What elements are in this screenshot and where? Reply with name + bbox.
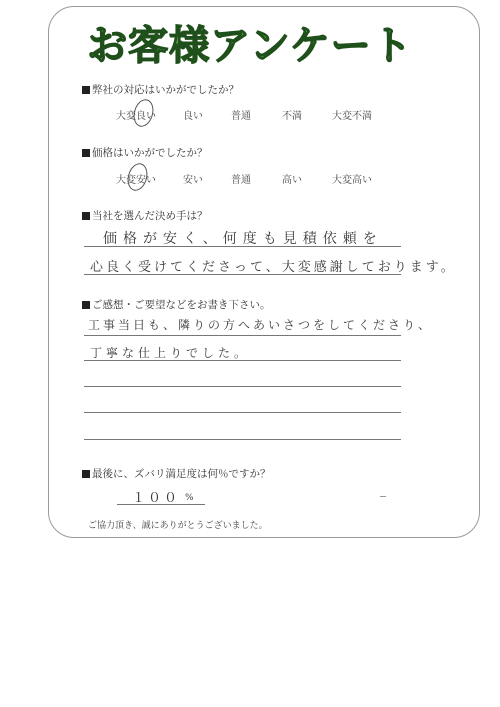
square-bullet-icon [82, 470, 90, 478]
question-3-text: 当社を選んだ決め手は？ [92, 210, 208, 222]
question-1 [82, 82, 239, 97]
handwritten-satisfaction-value: １００ [132, 491, 181, 506]
answer-line [84, 246, 401, 247]
stray-mark [380, 496, 386, 497]
square-bullet-icon [82, 301, 90, 309]
square-bullet-icon [82, 149, 90, 157]
option-very-dissatisfied: 大変不満 [332, 111, 372, 122]
handwritten-answer-3-line-2: 心良く受けてくださって、大変感謝しております。 [90, 260, 457, 275]
handwritten-answer-4-line-2: 丁寧な仕上りでした。 [90, 346, 251, 360]
handwritten-answer-4-line-1: 工事当日も、隣りの方へあいさつをしてくださり、 [88, 318, 434, 332]
answer-line [117, 504, 205, 505]
question-2-text: 価格はいかがでしたか？ [92, 147, 208, 159]
square-bullet-icon [82, 86, 90, 94]
answer-line [84, 412, 401, 413]
percent-unit: % [185, 493, 194, 503]
answer-line [84, 335, 401, 336]
option-cheap: 安い [183, 175, 203, 186]
question-4-text: ご感想・ご要望などをお書き下さい。 [92, 299, 271, 311]
option-normal: 普通 [231, 175, 251, 186]
answer-line [84, 439, 401, 440]
question-3 [82, 208, 208, 223]
option-good: 良い [183, 111, 203, 122]
question-4 [82, 297, 271, 312]
question-5-text: 最後に、ズバリ満足度は何％ですか？ [92, 468, 271, 480]
answer-line [84, 274, 401, 275]
square-bullet-icon [82, 212, 90, 220]
option-expensive: 高い [282, 175, 302, 186]
answer-line [84, 360, 401, 361]
option-normal: 普通 [231, 111, 251, 122]
survey-title: お客様アンケート [87, 23, 413, 69]
question-2 [82, 145, 208, 160]
option-dissatisfied: 不満 [282, 111, 302, 122]
thank-you-footer: ご協力頂き、誠にありがとうございました。 [88, 521, 268, 531]
question-5 [82, 466, 271, 481]
option-very-expensive: 大変高い [332, 175, 372, 186]
handwritten-answer-3-line-1: 価格が安く、何度も見積依頼を [103, 231, 383, 247]
question-1-text: 弊社の対応はいかがでしたか？ [92, 84, 239, 96]
option-very-good: 大変良い [116, 111, 156, 122]
answer-line [84, 386, 401, 387]
option-very-cheap: 大変安い [116, 175, 156, 186]
